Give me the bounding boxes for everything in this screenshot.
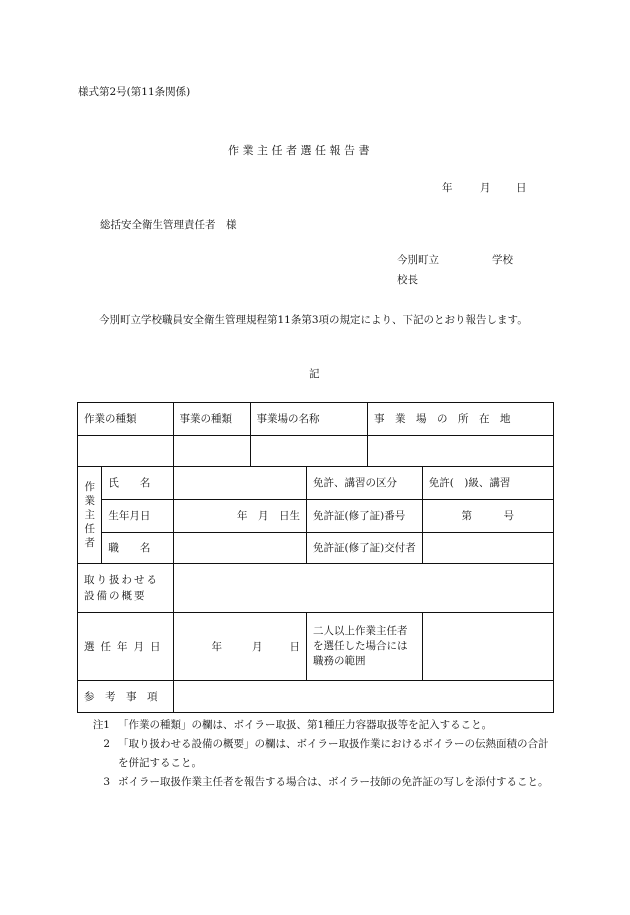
label-license-issuer: 免許証(修了証)交付者 bbox=[307, 533, 423, 564]
date-month: 月 bbox=[480, 182, 491, 194]
note-item bbox=[80, 735, 558, 773]
note-text: 「取り扱わせる設備の概要」の欄は、ボイラー取扱作業におけるボイラーの伝熱面積の合計を併記すること。 bbox=[118, 738, 549, 769]
note-number: 3 bbox=[103, 776, 110, 788]
input-title[interactable] bbox=[173, 533, 307, 564]
label-reference: 参 考 事 項 bbox=[78, 681, 174, 713]
input-site-address[interactable] bbox=[368, 436, 554, 467]
sender-principal: 校長 bbox=[397, 274, 418, 286]
value-birth: 年 月 日生 bbox=[173, 500, 307, 533]
note-number: 注1 bbox=[92, 719, 110, 731]
sender-school-suffix: 学校 bbox=[492, 254, 513, 266]
date-year: 年 bbox=[442, 182, 453, 194]
appointment-month: 月 bbox=[252, 640, 263, 653]
input-equipment[interactable] bbox=[173, 564, 553, 613]
note-text: ボイラー取扱作業主任者を報告する場合は、ボイラー技師の免許証の写しを添付すること。 bbox=[118, 776, 549, 788]
document-title: 作 業 主 任 者 選 任 報 告 書 bbox=[228, 144, 370, 157]
label-appointment-date: 選任年月日 bbox=[78, 613, 174, 681]
note-number: 2 bbox=[103, 738, 110, 750]
note-item bbox=[80, 773, 558, 792]
input-reference[interactable] bbox=[173, 681, 553, 713]
label-license-number: 免許証(修了証)番号 bbox=[307, 500, 423, 533]
label-multiple-supervisors: 二人以上作業主任者を選任した場合には職務の範囲 bbox=[307, 613, 423, 681]
value-appointment-date bbox=[173, 613, 307, 681]
header-site-name: 事業場の名称 bbox=[250, 403, 367, 436]
appointment-day: 日 bbox=[289, 640, 300, 653]
value-license-number: 第 号 bbox=[422, 500, 553, 533]
body-paragraph: 今別町立学校職員安全衛生管理規程第11条第3項の規定により、下記のとおり報告します。 bbox=[99, 314, 528, 326]
supervisor-group-label: 作業主任者 bbox=[78, 467, 102, 564]
header-work-type: 作業の種類 bbox=[78, 403, 174, 436]
input-business-type[interactable] bbox=[173, 436, 250, 467]
addressee: 総括安全衛生管理責任者 様 bbox=[100, 219, 237, 231]
notes-section bbox=[80, 716, 558, 792]
input-site-name[interactable] bbox=[250, 436, 367, 467]
note-text: 「作業の種類」の欄は、ボイラー取扱、第1種圧力容器取扱等を記入すること。 bbox=[118, 719, 493, 731]
input-name[interactable] bbox=[173, 467, 307, 500]
form-label: 様式第2号(第11条関係) bbox=[78, 86, 191, 98]
input-multiple-supervisors[interactable] bbox=[422, 613, 553, 681]
label-equipment: 取り扱わせる設備の概要 bbox=[78, 564, 174, 613]
ki-mark: 記 bbox=[309, 368, 320, 380]
report-table bbox=[77, 402, 554, 713]
header-site-address: 事 業 場 の 所 在 地 bbox=[368, 403, 554, 436]
header-business-type: 事業の種類 bbox=[173, 403, 250, 436]
input-work-type[interactable] bbox=[78, 436, 174, 467]
label-license-category: 免許、講習の区分 bbox=[307, 467, 423, 500]
sender-school-prefix: 今別町立 bbox=[397, 254, 439, 266]
value-license-category: 免許( )級、講習 bbox=[422, 467, 553, 500]
label-name: 氏 名 bbox=[102, 467, 173, 500]
label-title: 職 名 bbox=[102, 533, 173, 564]
date-day: 日 bbox=[516, 182, 527, 194]
note-item bbox=[80, 716, 558, 735]
label-birth: 生年月日 bbox=[102, 500, 173, 533]
input-license-issuer[interactable] bbox=[422, 533, 553, 564]
appointment-year: 年 bbox=[211, 640, 222, 653]
